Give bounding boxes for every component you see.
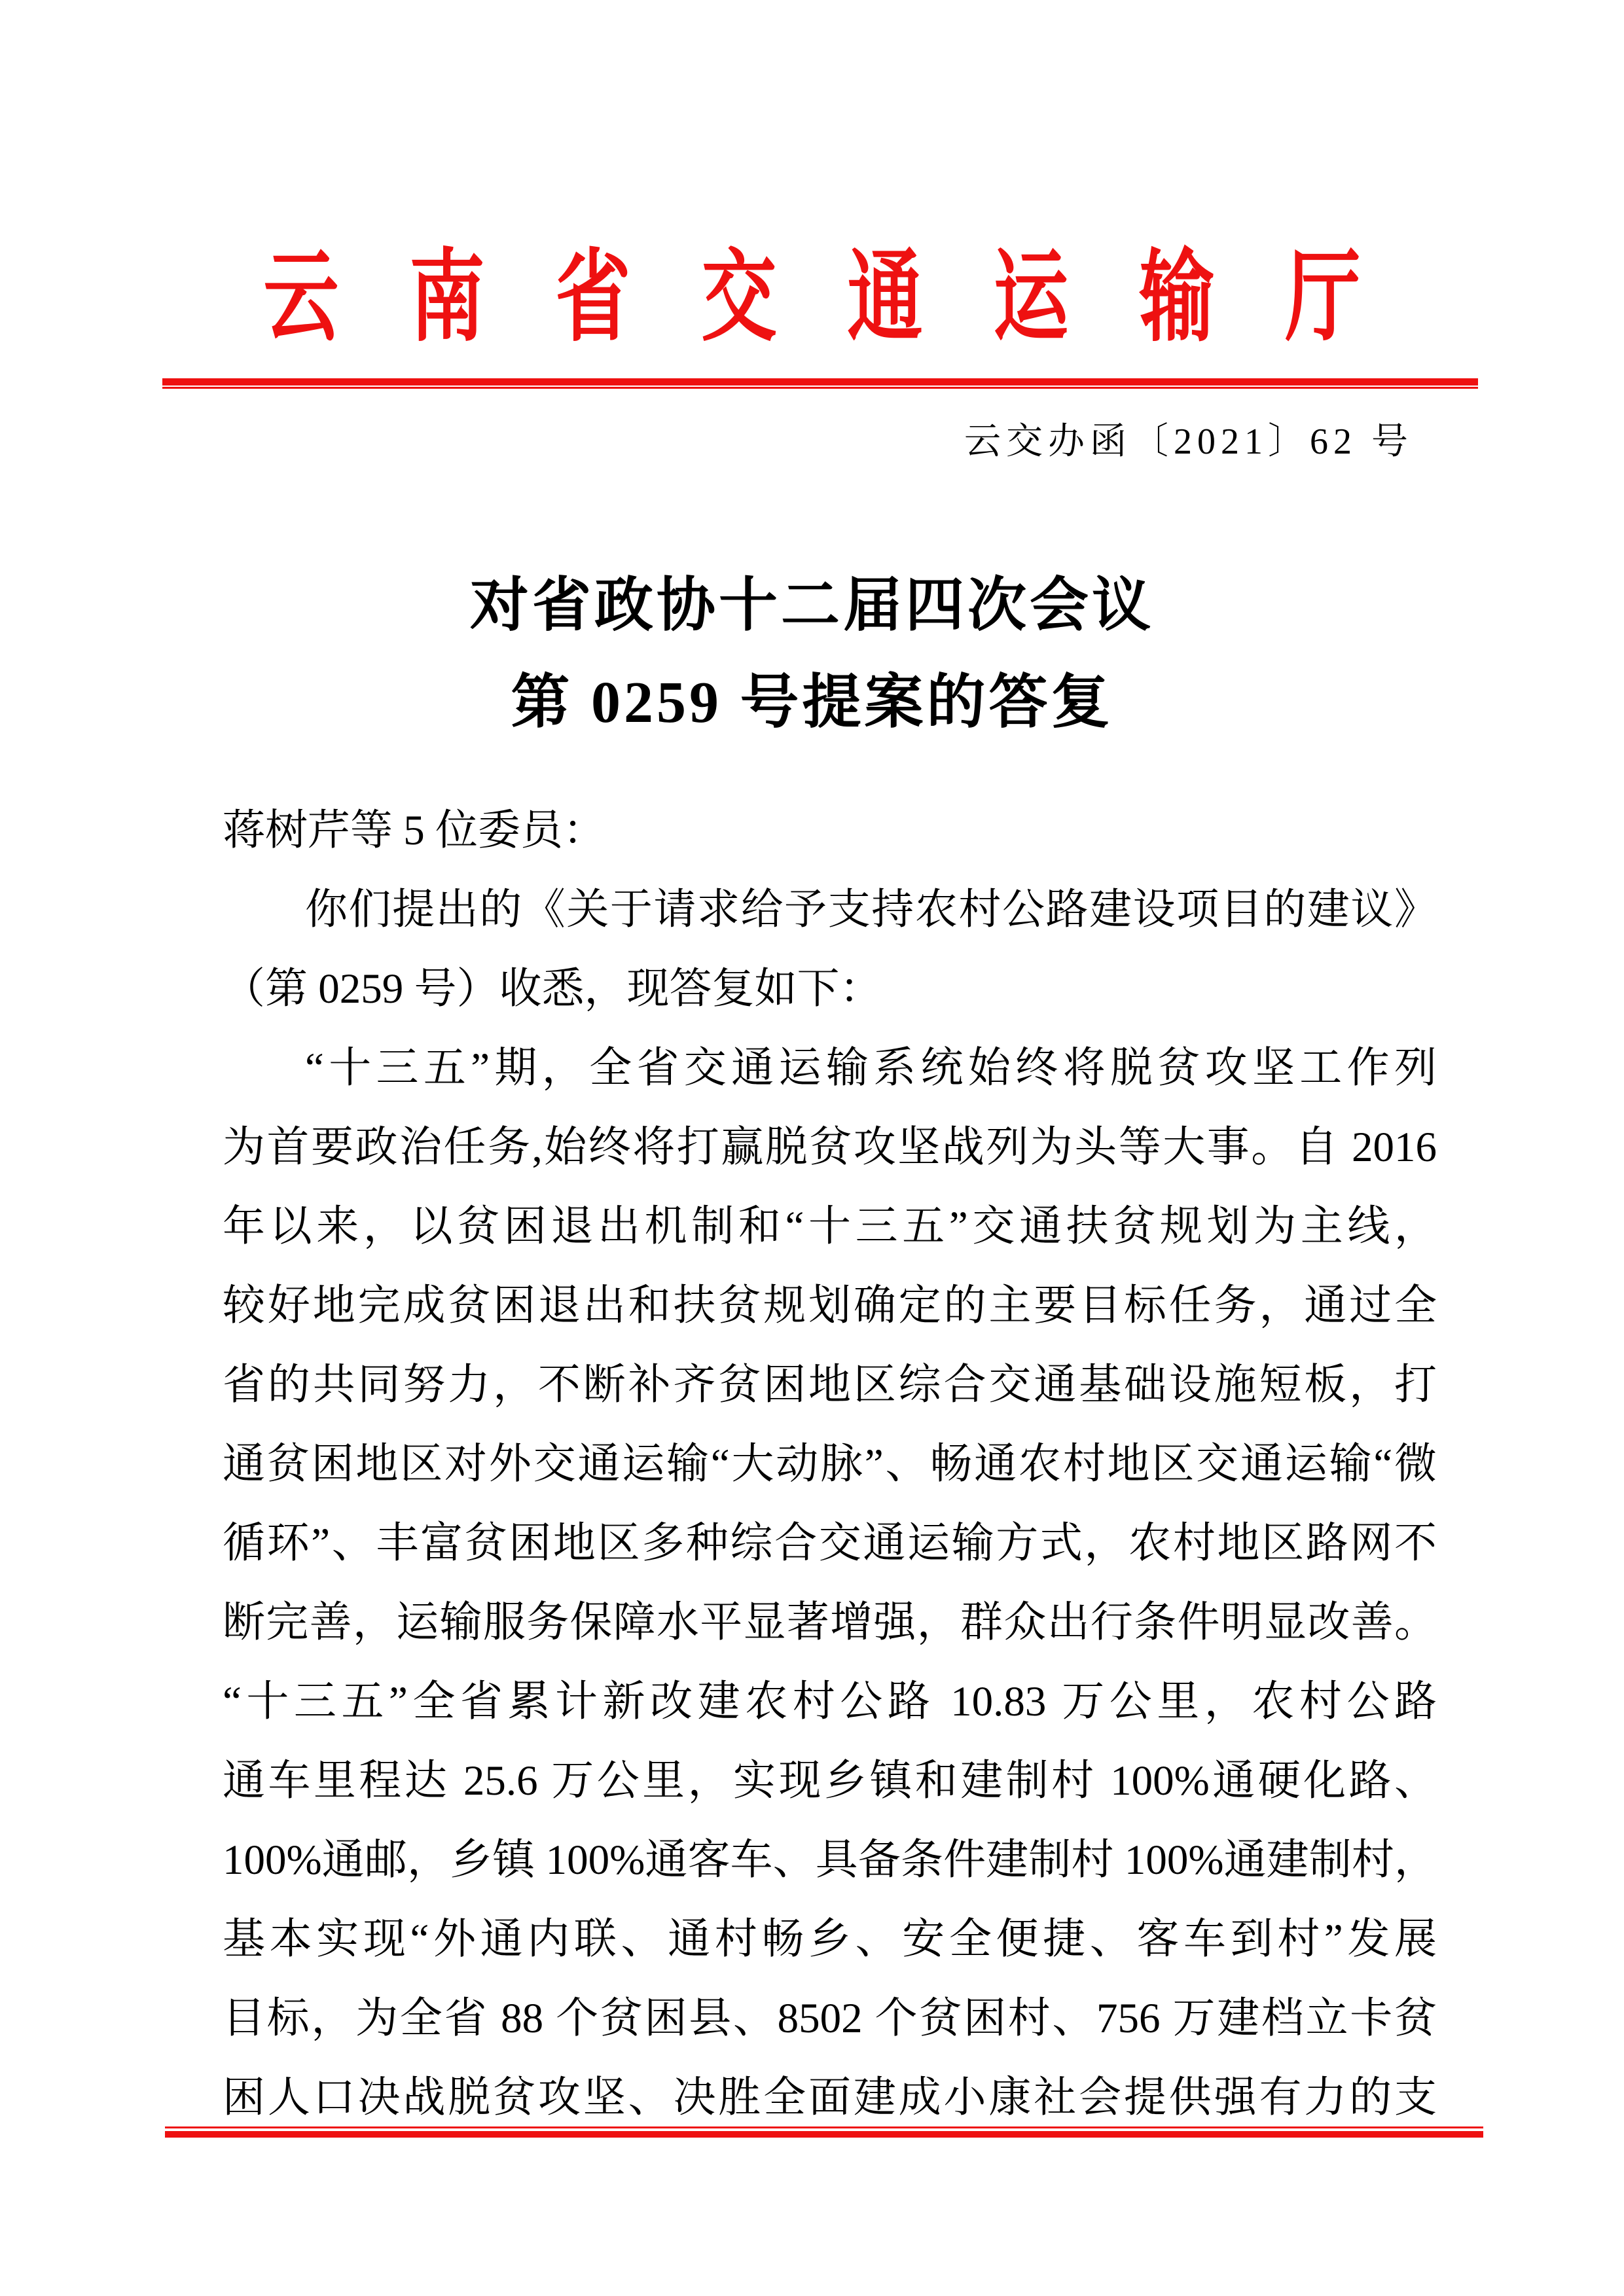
body-line: 蒋树芹等 5 位委员： xyxy=(223,807,606,854)
document-number: 云交办函〔2021〕62 号 xyxy=(964,422,1413,462)
agency-name: 云南省交通运输厅 xyxy=(263,242,1432,353)
body-line: （第 0259 号）收悉，现答复如下： xyxy=(223,965,882,1013)
body-text xyxy=(223,791,1437,2138)
body-line: 你们提出的《关于请求给予支持农村公路建设项目的建议》 xyxy=(305,886,1437,933)
header-rule-thin xyxy=(162,387,1478,389)
body-line: “十三五”全省累计新改建农村公路 10.83 万公里，农村公路 xyxy=(223,1678,1437,1725)
header-rule-thick xyxy=(162,378,1478,386)
body-line: 循环”、丰富贫困地区多种综合交通运输方式，农村地区路网不 xyxy=(223,1520,1437,1567)
footer-rule-thin xyxy=(165,2126,1483,2128)
body-line: 困人口决战脱贫攻坚、决胜全面建成小康社会提供强有力的支 xyxy=(223,2074,1437,2121)
body-line: 为首要政治任务,始终将打赢脱贫攻坚战列为头等大事。自 2016 xyxy=(223,1124,1437,1171)
body-line: 通贫困地区对外交通运输“大动脉”、畅通农村地区交通运输“微 xyxy=(223,1441,1437,1488)
body-line: 省的共同努力，不断补齐贫困地区综合交通基础设施短板，打 xyxy=(223,1361,1437,1408)
body-line: 较好地完成贫困退出和扶贫规划确定的主要目标任务，通过全 xyxy=(223,1282,1437,1329)
document-title-line1: 对省政协十二届四次会议 xyxy=(470,573,1154,638)
body-line: 年以来，以贫困退出机制和“十三五”交通扶贫规划为主线， xyxy=(223,1203,1437,1250)
body-line: 100%通邮，乡镇 100%通客车、具备条件建制村 100%通建制村， xyxy=(223,1837,1437,1884)
document-title-line2: 第 0259 号提案的答复 xyxy=(511,670,1113,735)
body-line: 目标，为全省 88 个贫困县、8502 个贫困村、756 万建档立卡贫 xyxy=(223,1995,1437,2042)
body-line: “十三五”期，全省交通运输系统始终将脱贫攻坚工作列 xyxy=(305,1045,1437,1092)
body-line: 通车里程达 25.6 万公里，实现乡镇和建制村 100%通硬化路、 xyxy=(223,1757,1437,1804)
body-line: 断完善，运输服务保障水平显著增强，群众出行条件明显改善。 xyxy=(223,1599,1437,1646)
footer-rule-thick xyxy=(165,2131,1483,2138)
document-title xyxy=(0,558,1624,751)
body-line: 基本实现“外通内联、通村畅乡、安全便捷、客车到村”发展 xyxy=(223,1916,1437,1963)
letterhead xyxy=(0,216,1624,360)
